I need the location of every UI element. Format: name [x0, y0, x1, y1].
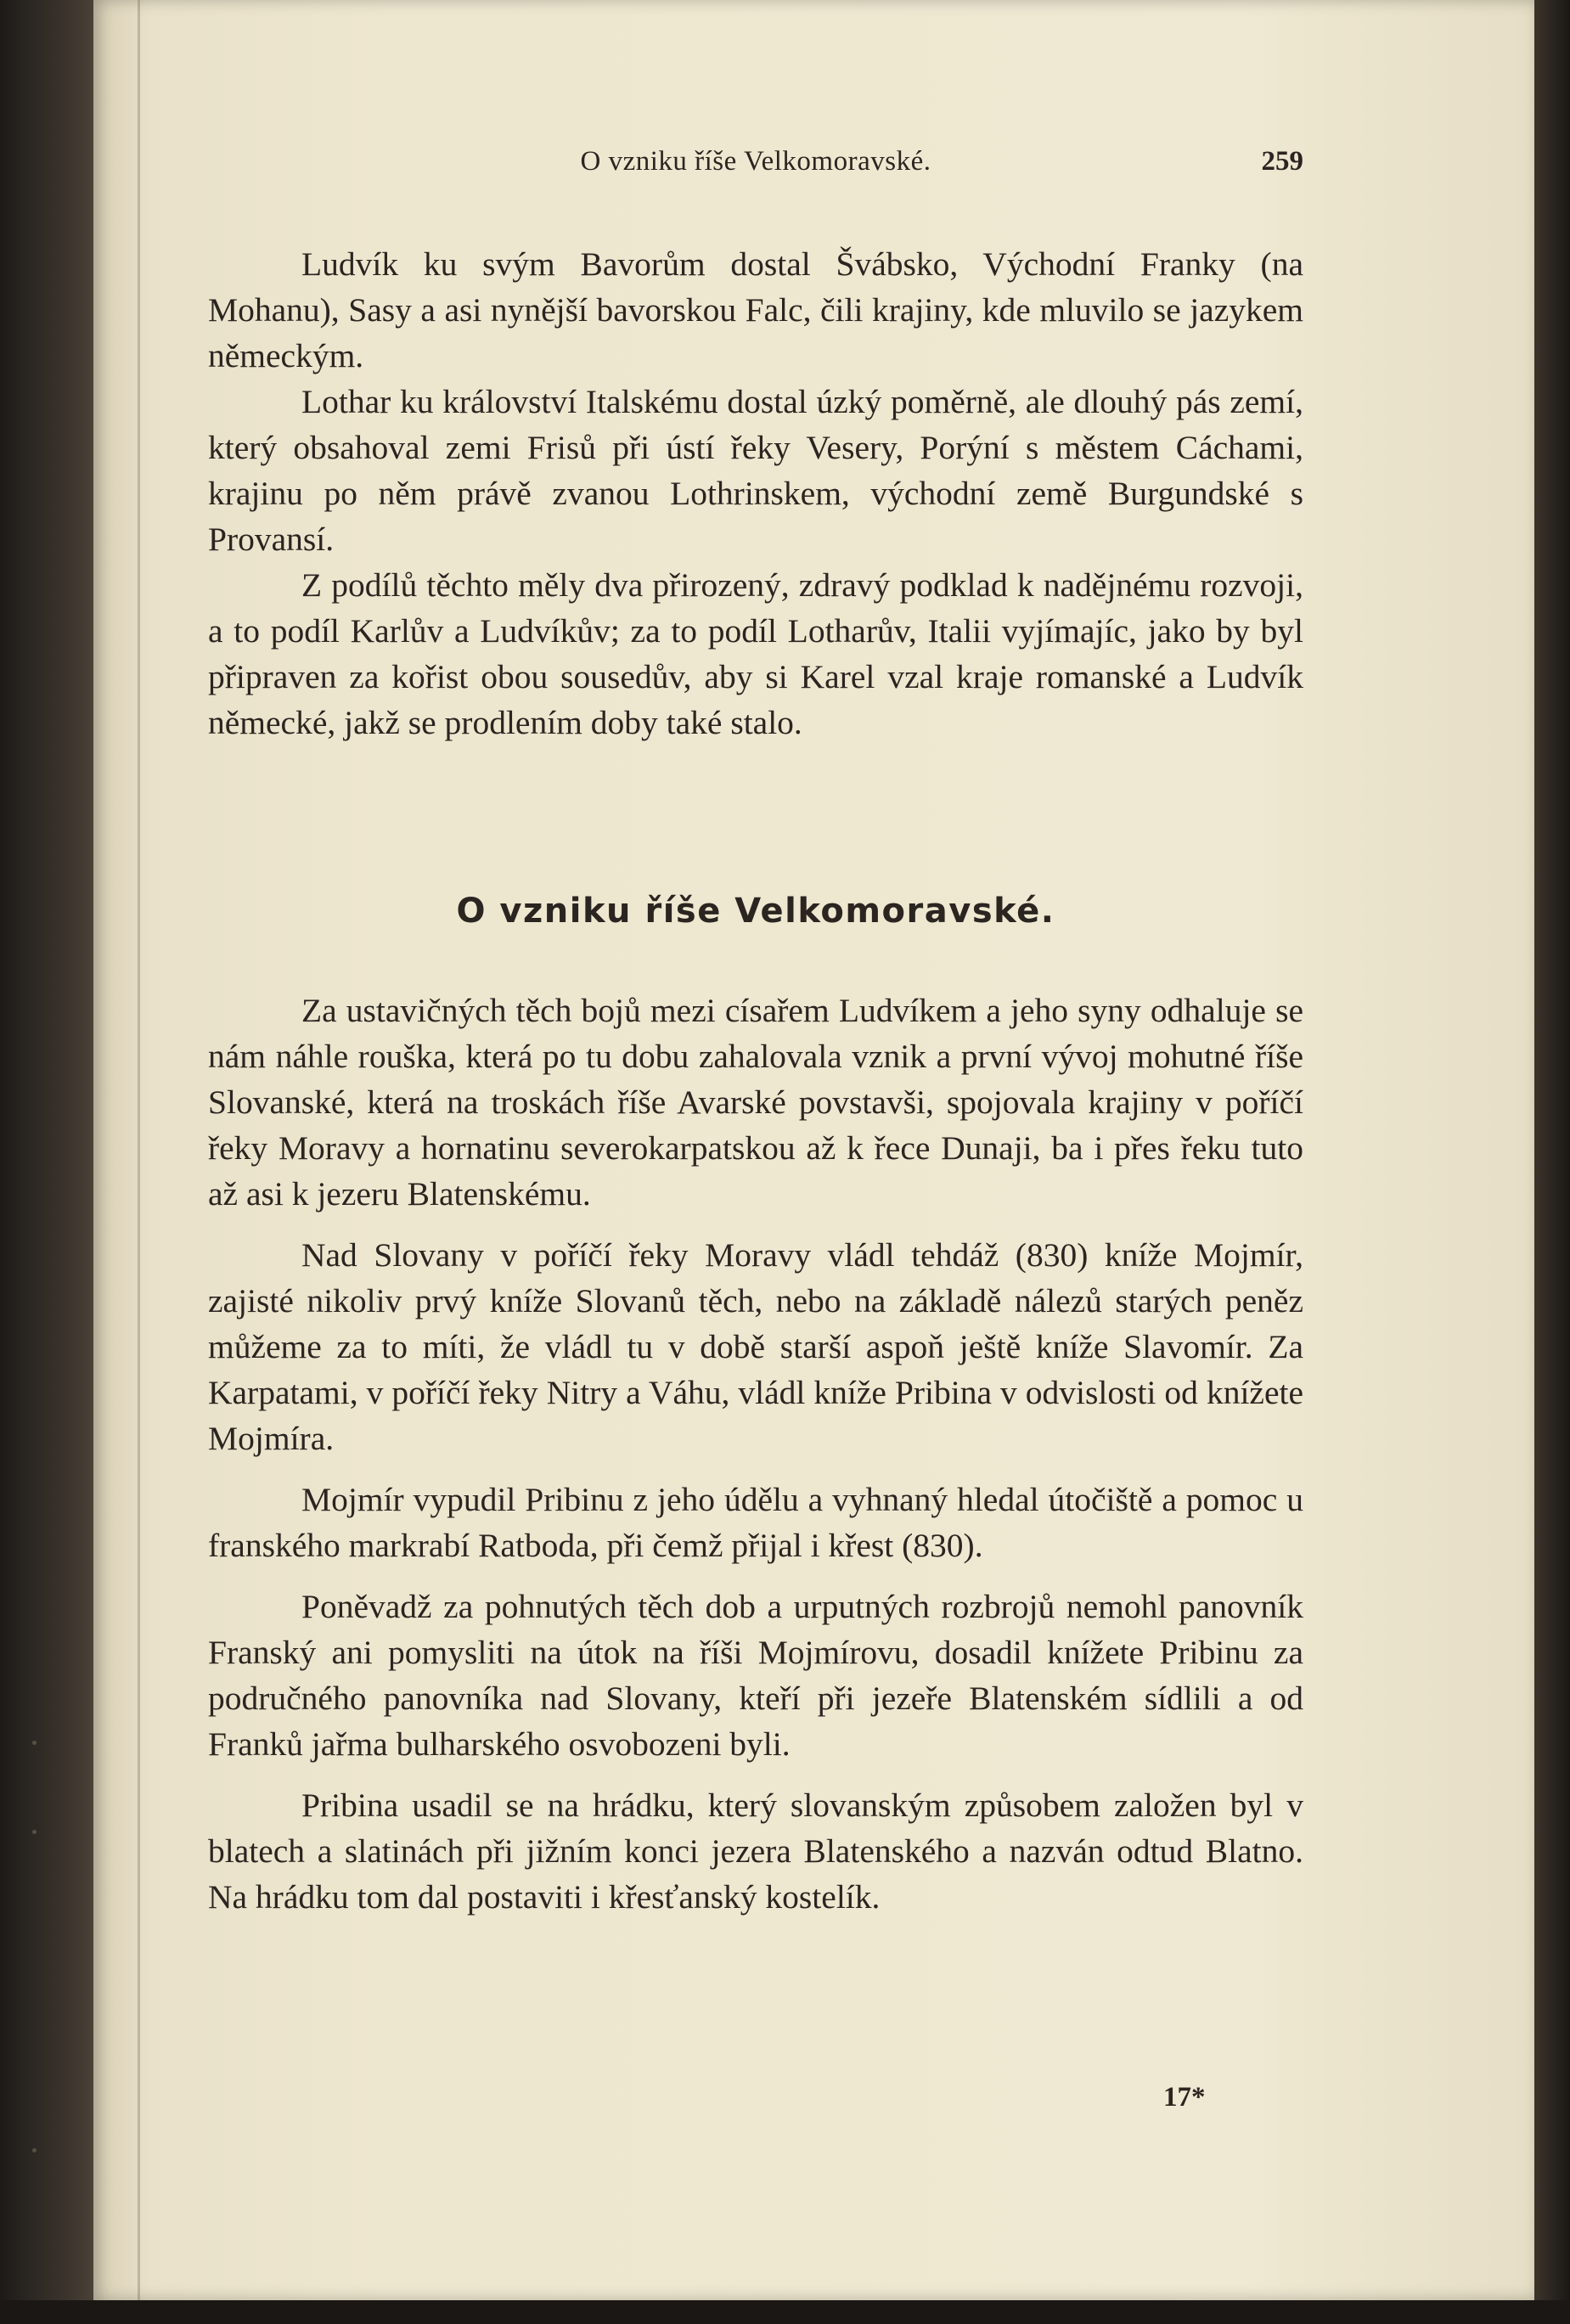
scan-edge-right	[1534, 0, 1570, 2324]
running-head	[208, 146, 1303, 189]
section-heading: O vzniku říše Velkomoravské.	[456, 892, 1055, 931]
upper-text-block	[208, 241, 1303, 746]
scan-edge-left	[0, 0, 93, 2324]
scan-edge-bottom	[0, 2300, 1570, 2324]
signature-mark: 17*	[1163, 2082, 1206, 2113]
paragraph: Z podílů těchto měly dva přirozený, zdravý podklad k nadějnému rozvoji, a to podíl Karlův a Ludvíkův; za to podíl Lotharův, Italii vyjímajíc, jako by byl připraven za kořist obou sousedův, aby si Karel vzal kraje romanské a Ludvík německé, jakž se prodlením doby také stalo.	[208, 566, 1303, 741]
paragraph: Ludvík ku svým Bavorům dostal Švábsko, Východní Franky (na Mohanu), Sasy a asi nynější bavorskou Falc, čili krajiny, kde mluvilo se jazykem německým.	[208, 245, 1303, 374]
binding-shadow	[138, 0, 140, 2300]
paragraph: Nad Slovany v poříčí řeky Moravy vládl tehdáž (830) kníže Mojmír, zajisté nikoliv prvý kníže Slovanů těch, nebo na základě nálezů starých peněz můžeme za to míti, že vládl tu v době starší aspoň ještě kníže Slavomír. Za Karpatami, v poříčí řeky Nitry a Váhu, vládl kníže Pribina v odvislosti od knížete Mojmíra.	[208, 1236, 1303, 1457]
scan-speck	[32, 1830, 37, 1834]
running-head-title: O vzniku říše Velkomoravské.	[580, 146, 931, 177]
page-number: 259	[1261, 146, 1303, 177]
scan-speck	[32, 1741, 37, 1745]
paragraph: Pribina usadil se na hrádku, který slovanským způsobem založen byl v blatech a slatinách při jižním konci jezera Blatenského a nazván odtud Blatno. Na hrádku tom dal postaviti i křesťanský kostelík.	[208, 1787, 1303, 1916]
scan-speck	[32, 2148, 37, 2152]
lower-text-block	[208, 988, 1303, 1920]
paragraph: Za ustavičných těch bojů mezi císařem Ludvíkem a jeho syny odhaluje se nám náhle rouška, která po tu dobu zahalovala vznik a první vývoj mohutné říše Slovanské, která na troskách říše Avarské povstavši, spojovala krajiny v poříčí řeky Moravy a hornatinu severokarpatskou až k řece Dunaji, ba i přes řeku tuto až asi k jezeru Blatenskému.	[208, 992, 1303, 1213]
paragraph: Poněvadž za pohnutých těch dob a urputných rozbrojů nemohl panovník Franský ani pomysliti na útok na říši Mojmírovu, dosadil knížete Pribinu za područného panovníka nad Slovany, kteří při jezeře Blatenském sídlili a od Franků jařma bulharského osvobozeni byli.	[208, 1588, 1303, 1763]
paragraph: Lothar ku království Italskému dostal úzký poměrně, ale dlouhý pás zemí, který obsahoval zemi Frisů při ústí řeky Vesery, Porýní s městem Cáchami, krajinu po něm právě zvanou Lothrinskem, východní země Burgundské s Provansí.	[208, 383, 1303, 558]
paragraph: Mojmír vypudil Pribinu z jeho údělu a vyhnaný hledal útočiště a pomoc u franského markrabí Ratboda, při čemž přijal i křest (830).	[208, 1481, 1303, 1564]
